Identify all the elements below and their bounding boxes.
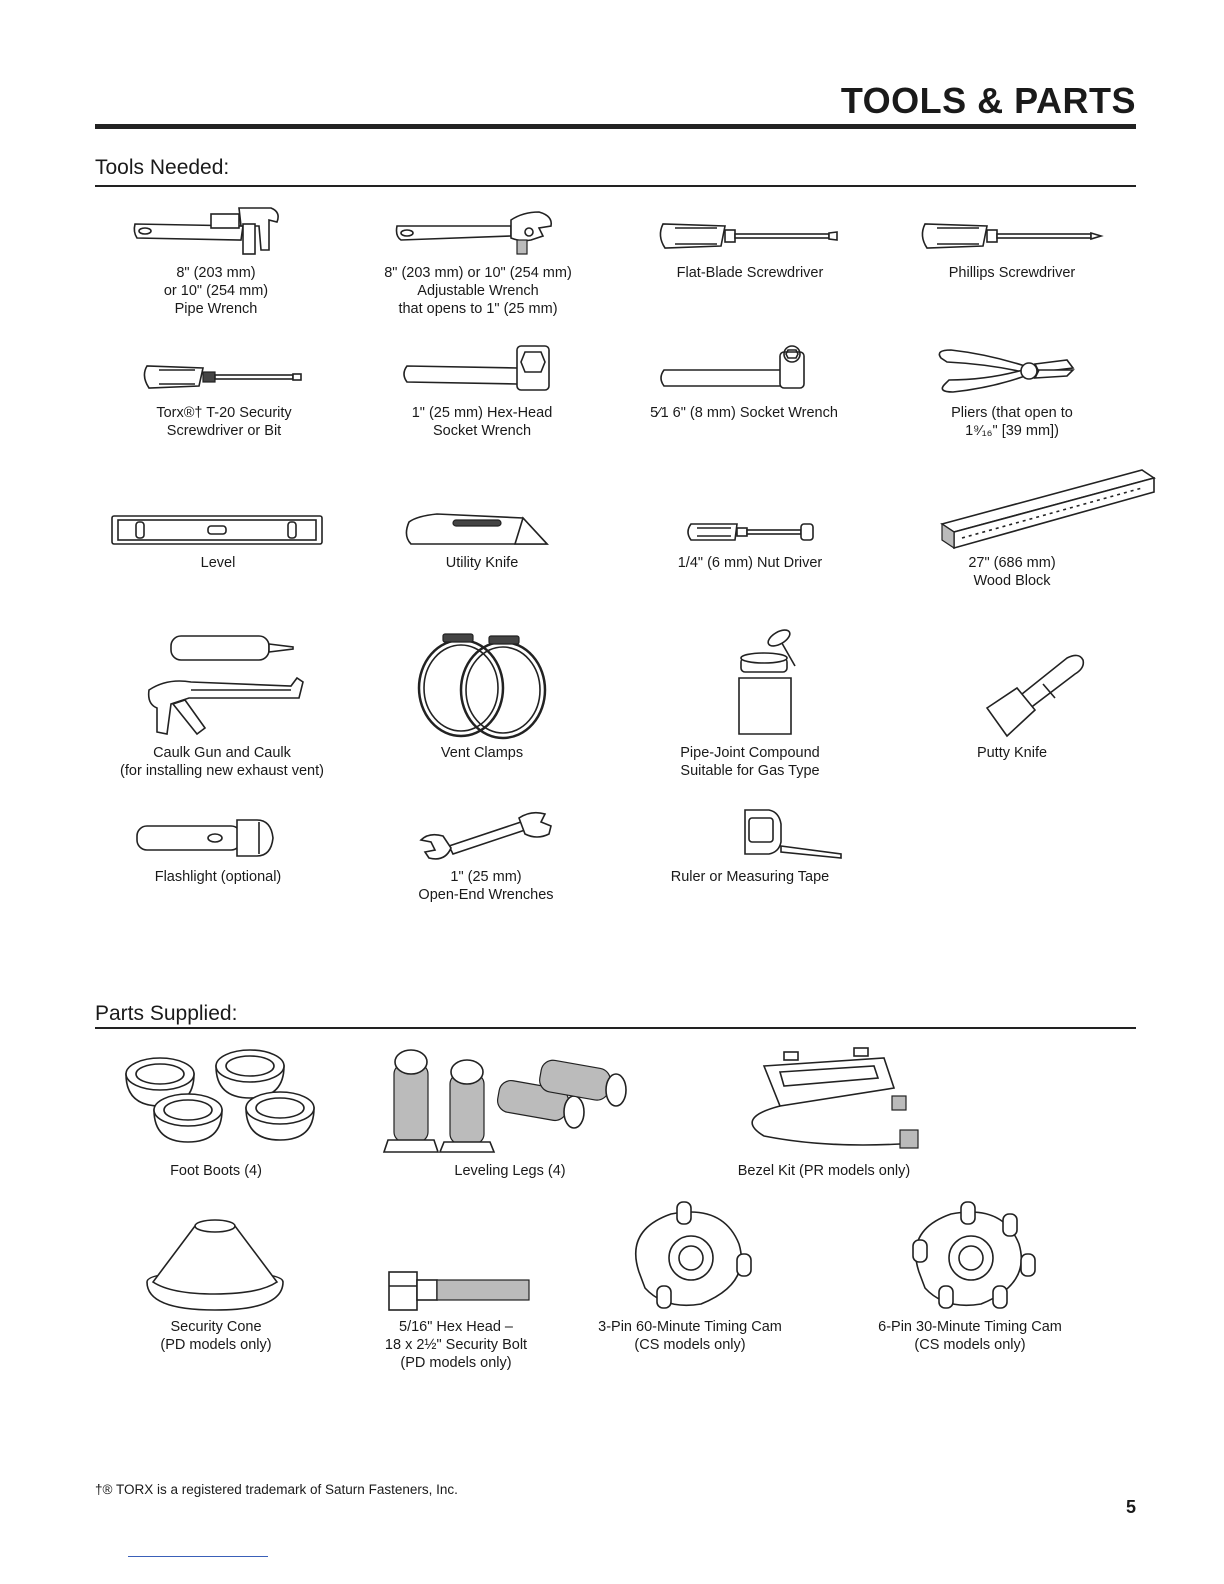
wood-block-icon <box>902 466 1122 550</box>
tool-item <box>610 806 890 886</box>
tool-caption <box>604 404 884 422</box>
caption-line: that opens to 1" (25 mm) <box>398 301 558 317</box>
caption-line: Vent Clamps <box>440 745 524 761</box>
tool-caption <box>342 744 622 762</box>
tool-item <box>610 506 890 572</box>
caption-line: 1/4" (6 mm) Nut Driver <box>677 555 823 571</box>
caption-line: 8" (203 mm) <box>176 265 256 281</box>
caption-line: (CS models only) <box>634 1337 746 1353</box>
tool-item <box>872 206 1152 282</box>
tools-section-rule <box>95 185 1136 187</box>
caption-line: Suitable for Gas Type <box>680 763 820 779</box>
putty-knife-icon <box>927 648 1097 740</box>
caption-line: Torx®† T-20 Security <box>156 405 292 421</box>
page-number: 5 <box>1125 1497 1136 1517</box>
caption-line: Phillips Screwdriver <box>948 265 1076 281</box>
part-item <box>76 1046 356 1180</box>
caption-line: 5/16" Hex Head – <box>399 1319 513 1335</box>
tool-caption <box>338 264 618 318</box>
measuring-tape-icon <box>665 806 835 864</box>
tool-item <box>342 340 622 440</box>
pipe-wrench-icon <box>131 206 301 260</box>
security-bolt-icon <box>371 1268 541 1314</box>
caption-line: 1⁹⁄₁₆" [39 mm]) <box>965 423 1059 439</box>
caption-line: 1" (25 mm) <box>450 869 522 885</box>
level-icon <box>108 506 328 550</box>
tool-item <box>76 206 356 318</box>
caption-line: 18 x 2½" Security Bolt <box>384 1337 528 1353</box>
tool-item <box>872 466 1152 590</box>
caption-line: 5⁄1 6" (8 mm) Socket Wrench <box>650 405 838 421</box>
caption-line: Bezel Kit (PR models only) <box>737 1163 911 1179</box>
pliers-icon <box>927 340 1097 400</box>
flashlight-icon <box>133 812 303 864</box>
caption-line: Pipe-Joint Compound <box>680 745 820 761</box>
caption-line: (PD models only) <box>160 1337 272 1353</box>
nut-driver-icon <box>665 506 835 550</box>
caption-line: Ruler or Measuring Tape <box>670 869 830 885</box>
caption-line: Security Cone <box>170 1319 262 1335</box>
part-item <box>684 1048 964 1180</box>
caulk-gun-icon <box>127 628 317 740</box>
tool-caption <box>78 868 358 886</box>
part-caption <box>76 1162 356 1180</box>
part-caption <box>684 1162 964 1180</box>
title-rule <box>95 124 1136 129</box>
tool-caption <box>76 264 356 318</box>
caption-line: Caulk Gun and Caulk <box>153 745 291 761</box>
caption-line: or 10" (254 mm) <box>163 283 269 299</box>
foot-boots-icon <box>116 1046 316 1158</box>
bezel-kit-icon <box>724 1048 924 1158</box>
caption-line: 8" (203 mm) or 10" (254 mm) <box>384 265 572 281</box>
caption-line: (CS models only) <box>914 1337 1026 1353</box>
part-caption <box>370 1162 650 1180</box>
tool-item <box>610 628 890 780</box>
tool-item <box>872 340 1152 440</box>
tool-caption <box>872 554 1152 590</box>
caption-line: Flat-Blade Screwdriver <box>676 265 824 281</box>
tool-item <box>610 206 890 282</box>
caption-line: 6-Pin 30-Minute Timing Cam <box>878 1319 1062 1335</box>
caption-line: (PD models only) <box>400 1355 512 1371</box>
adjustable-wrench-icon <box>393 206 563 260</box>
parts-section-rule <box>95 1027 1136 1029</box>
tool-item <box>872 648 1152 762</box>
security-cone-icon <box>131 1214 301 1314</box>
tool-caption <box>872 404 1152 440</box>
bottom-link-line <box>128 1556 268 1557</box>
torx-screwdriver-icon <box>139 348 309 400</box>
pipe-joint-compound-icon <box>665 628 835 740</box>
caption-line: Leveling Legs (4) <box>454 1163 566 1179</box>
flat-blade-screwdriver-icon <box>655 206 845 260</box>
part-item <box>830 1200 1110 1354</box>
caption-line: (for installing new exhaust vent) <box>120 763 324 779</box>
tool-caption <box>610 554 890 572</box>
tool-caption <box>610 868 890 886</box>
leveling-legs-icon <box>380 1044 640 1158</box>
tool-caption <box>82 744 362 780</box>
phillips-screwdriver-icon <box>917 206 1107 260</box>
tool-caption <box>610 264 890 282</box>
caption-line: Screwdriver or Bit <box>166 423 282 439</box>
caption-line: Putty Knife <box>976 745 1048 761</box>
caption-line: Utility Knife <box>445 555 519 571</box>
tool-caption <box>610 744 890 780</box>
tool-item <box>342 628 622 762</box>
caption-line: Level <box>200 555 236 571</box>
part-item <box>76 1214 356 1354</box>
trademark-footnote: †® TORX is a registered trademark of Saturn Fasteners, Inc. <box>95 1482 458 1497</box>
tool-item <box>342 500 622 572</box>
tool-caption <box>872 264 1152 282</box>
caption-line: 3-Pin 60-Minute Timing Cam <box>598 1319 782 1335</box>
caption-line: 1" (25 mm) Hex-Head <box>411 405 553 421</box>
socket-wrench-icon <box>654 340 834 400</box>
caption-line: Adjustable Wrench <box>417 283 539 299</box>
part-item <box>550 1200 830 1354</box>
caption-line: 27" (686 mm) <box>968 555 1056 571</box>
part-caption <box>76 1318 356 1354</box>
tool-item <box>338 206 618 318</box>
tool-item <box>84 348 364 440</box>
tool-item <box>346 806 626 904</box>
caption-line: Pliers (that open to <box>951 405 1073 421</box>
vent-clamps-icon <box>397 628 567 740</box>
tool-caption <box>342 554 622 572</box>
tool-caption <box>84 404 364 440</box>
tool-caption <box>346 868 626 904</box>
six-pin-timing-cam-icon <box>885 1200 1055 1314</box>
parts-supplied-heading: Parts Supplied: <box>95 1002 238 1025</box>
open-end-wrench-icon <box>401 806 571 864</box>
three-pin-timing-cam-icon <box>605 1200 775 1314</box>
caption-line: Wood Block <box>973 573 1051 589</box>
part-item <box>370 1044 650 1180</box>
caption-line: Pipe Wrench <box>174 301 258 317</box>
utility-knife-icon <box>397 500 567 550</box>
tool-caption <box>872 744 1152 762</box>
page-title: TOOLS & PARTS <box>840 80 1136 121</box>
tool-item <box>78 506 358 572</box>
tool-item <box>78 812 358 886</box>
tool-caption <box>342 404 622 440</box>
caption-line: Foot Boots (4) <box>170 1163 262 1179</box>
caption-line: Socket Wrench <box>432 423 532 439</box>
tool-caption <box>78 554 358 572</box>
hex-socket-wrench-icon <box>397 340 567 400</box>
part-caption <box>830 1318 1110 1354</box>
caption-line: Open-End Wrenches <box>418 887 554 903</box>
tools-needed-heading: Tools Needed: <box>95 156 230 179</box>
caption-line: Flashlight (optional) <box>154 869 282 885</box>
tool-item <box>82 628 362 780</box>
part-caption <box>550 1318 830 1354</box>
tool-item <box>604 340 884 422</box>
